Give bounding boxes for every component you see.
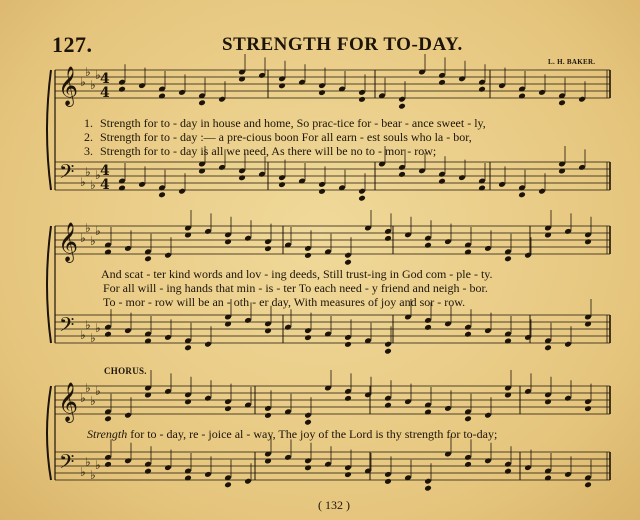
key-flat: ♭ [95, 321, 101, 335]
lyric-line: For all will - ing hands that min - is - ter To each need - y friend and neigh - bor. [103, 281, 488, 295]
note-head [464, 331, 472, 338]
chorus-lyric-rest: for to - day, re - joice al - way, The joy of the Lord is thy strength for to-day; [127, 427, 498, 441]
note-head [144, 255, 152, 262]
note-head [398, 103, 406, 110]
key-flat: ♭ [85, 65, 91, 79]
note-head [558, 99, 566, 106]
note-head [224, 238, 232, 245]
key-flat: ♭ [90, 331, 96, 345]
note-head [224, 405, 232, 412]
note-head [384, 348, 392, 355]
note-head [184, 344, 192, 351]
verse-number: 1. [84, 116, 93, 130]
treble-clef: 𝄞 [58, 382, 79, 422]
note-head [304, 419, 312, 426]
note-head [504, 255, 512, 262]
note-head [584, 405, 592, 412]
note-head [358, 96, 366, 103]
key-flat: ♭ [80, 391, 86, 405]
note-head [278, 82, 286, 89]
note-head [264, 245, 272, 252]
note-head [424, 324, 432, 331]
note-head [438, 178, 446, 185]
key-flat: ♭ [85, 165, 91, 179]
note-head [224, 481, 232, 488]
note-head [544, 344, 552, 351]
bass-clef: 𝄢 [59, 313, 75, 341]
key-flat: ♭ [95, 168, 101, 182]
key-flat: ♭ [90, 234, 96, 248]
hymn-number: 127. [52, 32, 93, 57]
note-head [384, 402, 392, 409]
note-head [478, 86, 486, 93]
bass-clef: 𝄢 [59, 160, 75, 188]
note-head [544, 398, 552, 405]
key-flat: ♭ [95, 224, 101, 238]
note-head [398, 171, 406, 178]
time-signature: 4 [100, 177, 110, 193]
lyric-line: Strength for to - day in house and home, So prac-tice for - bear - ance sweet - ly, [100, 116, 486, 130]
note-head [238, 174, 246, 181]
note-head [384, 478, 392, 485]
key-flat: ♭ [80, 328, 86, 342]
composer-credit: L. H. BAKER. [548, 58, 596, 66]
lyric-line: And scat - ter kind words and lov - ing deeds, Still trust-ing in God com - ple - ty. [101, 267, 493, 281]
note-head [384, 235, 392, 242]
key-flat: ♭ [90, 78, 96, 92]
note-head [318, 188, 326, 195]
note-head [424, 242, 432, 249]
bass-clef: 𝄢 [59, 450, 75, 478]
key-flat: ♭ [95, 458, 101, 472]
note-head [198, 99, 206, 106]
note-head [438, 79, 446, 86]
chorus-lyric-line [87, 428, 497, 440]
note-head [318, 89, 326, 96]
note-head [118, 86, 126, 93]
key-flat: ♭ [80, 175, 86, 189]
note-head [584, 238, 592, 245]
system-brace [47, 386, 51, 480]
note-head [304, 252, 312, 259]
note-head [264, 327, 272, 334]
lyric-line: Strength for to - day :— a pre-cious boon For all earn - est souls who la - bor, [100, 130, 472, 144]
note-head [104, 331, 112, 338]
time-signature: 4 [100, 163, 110, 179]
note-head [304, 464, 312, 471]
verse-number: 2. [84, 130, 93, 144]
key-flat: ♭ [90, 468, 96, 482]
chorus-first-word: Strength [87, 427, 128, 441]
treble-clef: 𝄞 [58, 222, 79, 262]
key-flat: ♭ [80, 465, 86, 479]
key-flat: ♭ [85, 318, 91, 332]
note-head [104, 415, 112, 422]
time-signature: 4 [100, 85, 110, 101]
key-flat: ♭ [85, 455, 91, 469]
key-flat: ♭ [80, 75, 86, 89]
key-flat: ♭ [80, 231, 86, 245]
note-head [184, 398, 192, 405]
key-flat: ♭ [85, 221, 91, 235]
note-head [464, 415, 472, 422]
hymn-title: STRENGTH FOR TO-DAY. [222, 34, 463, 55]
note-head [518, 191, 526, 198]
note-head [278, 181, 286, 188]
key-flat: ♭ [90, 178, 96, 192]
system-brace [47, 70, 51, 190]
note-head [504, 468, 512, 475]
verse-number: 3. [84, 144, 93, 158]
time-signature: 4 [100, 71, 110, 87]
lyric-line: Strength for to - day is all we need, As there will be no to - mor - row; [100, 144, 437, 158]
note-head [424, 485, 432, 492]
note-head [344, 259, 352, 266]
key-flat: ♭ [95, 384, 101, 398]
note-head [344, 471, 352, 478]
note-head [344, 341, 352, 348]
note-head [144, 468, 152, 475]
key-flat: ♭ [90, 394, 96, 408]
treble-clef: 𝄞 [58, 66, 79, 106]
note-head [158, 191, 166, 198]
page-number: ( 132 ) [318, 498, 350, 512]
lyric-line: To - mor - row will be an - oth - er day, With measures of joy and sor - row. [103, 295, 466, 309]
system-brace [47, 226, 51, 343]
note-head [344, 395, 352, 402]
key-flat: ♭ [95, 68, 101, 82]
note-head [358, 195, 366, 202]
note-head [584, 481, 592, 488]
note-head [104, 461, 112, 468]
chorus-label: CHORUS. [104, 366, 147, 376]
note-head [304, 334, 312, 341]
key-flat: ♭ [85, 381, 91, 395]
note-head [264, 412, 272, 419]
note-head [464, 461, 472, 468]
